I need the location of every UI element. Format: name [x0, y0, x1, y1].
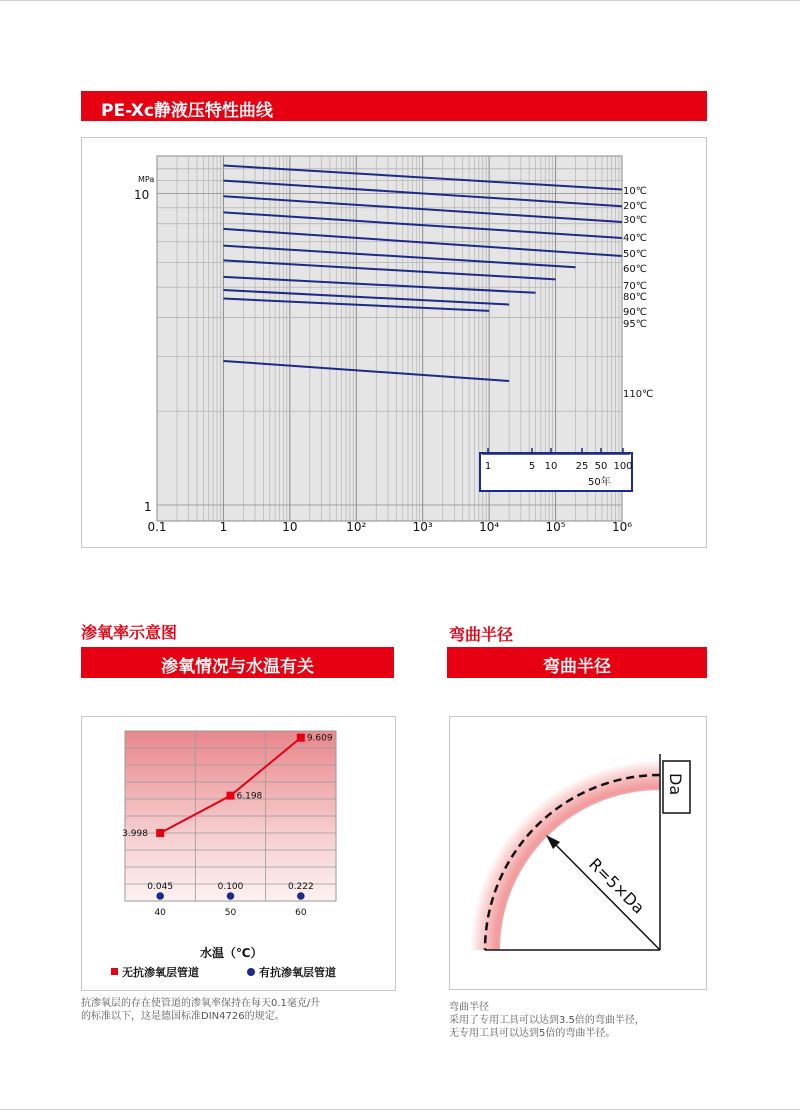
x-tick-label: 10³: [412, 520, 433, 534]
x-tick-label: 1: [219, 520, 228, 534]
inset-tick-label: 50: [594, 461, 608, 472]
data-point-with-barrier: [227, 892, 235, 900]
bend-radius-diagram: [450, 717, 706, 989]
caption-line: 无专用工具可以达到5倍的弯曲半径。: [449, 1028, 616, 1039]
temperature-label: 30℃: [623, 215, 647, 226]
radius-label: R=5×Da: [585, 854, 649, 918]
y-tick-10: 10: [134, 188, 150, 202]
inset-tick-label: 25: [575, 461, 589, 472]
inset-tick-label: 1: [484, 461, 492, 472]
oxygen-chart-frame: [81, 716, 396, 991]
legend-marker-red: [111, 968, 118, 975]
section2-caption: [81, 997, 401, 1023]
bend-diagram-frame: [449, 716, 707, 990]
hydrostatic-chart-frame: [81, 137, 707, 548]
x-tick-label: 10⁵: [545, 520, 566, 534]
x-tick-label: 0.1: [147, 520, 167, 534]
temperature-label: 40℃: [623, 233, 647, 244]
data-label-no-barrier: 3.998: [122, 829, 148, 840]
caption-line: 采用了专用工具可以达到3.5倍的弯曲半径，: [449, 1015, 645, 1026]
x-tick-label: 40: [154, 908, 166, 918]
radius-line: [552, 841, 660, 950]
temperature-label: 20℃: [623, 201, 647, 212]
data-point-no-barrier: [227, 792, 235, 800]
caption-line: 抗渗氧层的存在使管道的渗氧率保持在每天0.1毫克/升: [81, 998, 321, 1009]
legend-marker-blue: [247, 968, 255, 976]
section1-title-bar: [81, 91, 707, 121]
temperature-label: 90℃: [623, 307, 647, 318]
inset-tick-label: 100: [613, 461, 633, 472]
page-bottom-rule: [0, 1109, 800, 1110]
section3-bar-text: 弯曲半径: [543, 657, 611, 677]
temperature-label: 95℃: [623, 319, 647, 330]
legend-label-blue: 有抗渗氧层管道: [259, 966, 336, 979]
oxygen-permeability-chart: [82, 717, 395, 990]
inset-label: 50年: [588, 477, 611, 488]
temperature-labels: [623, 186, 653, 400]
x-tick-label: 10: [282, 520, 298, 534]
y-tick-1: 1: [144, 500, 152, 514]
section3-caption: [449, 1001, 709, 1040]
caption-line: 的标准以下，这是德国标准DIN4726的规定。: [81, 1011, 285, 1022]
data-label-with-barrier: 0.100: [217, 882, 244, 892]
inset-tick-label: 5: [528, 461, 536, 472]
section2-heading: 渗氧率示意图: [81, 623, 178, 642]
page-top-rule: [0, 0, 800, 1]
temperature-label: 50℃: [623, 249, 647, 260]
caption-line: 弯曲半径: [449, 1002, 489, 1013]
section3-heading: 弯曲半径: [449, 625, 514, 644]
x-tick-label: 50: [224, 908, 237, 918]
x-tick-label: 10²: [346, 520, 367, 534]
section3-title-bar: [447, 647, 707, 678]
data-label-no-barrier: 6.198: [236, 791, 263, 802]
diameter-label: Da: [666, 773, 685, 796]
section2-title-bar: [81, 647, 394, 678]
legend-label-red: 无抗渗氧层管道: [122, 966, 199, 979]
temperature-label: 110℃: [623, 389, 654, 400]
temperature-label: 70℃: [623, 281, 647, 292]
x-tick-labels: [147, 520, 632, 534]
y-axis-unit-label: MPa: [138, 175, 155, 184]
section2-bar-text: 渗氧情况与水温有关: [161, 657, 314, 677]
data-label-no-barrier: 9.609: [306, 733, 333, 744]
section1-title: PE-Xc静液压特性曲线: [101, 101, 273, 121]
hydrostatic-chart: [82, 138, 706, 547]
data-point-with-barrier: [156, 892, 164, 900]
x-tick-label: 10⁴: [479, 520, 500, 534]
service-life-inset: [480, 448, 633, 491]
data-label-with-barrier: 0.045: [147, 882, 174, 892]
x-tick-label: 60: [295, 908, 307, 918]
temperature-label: 10℃: [623, 186, 647, 197]
data-point-no-barrier: [297, 734, 305, 742]
temperature-label: 80℃: [623, 292, 647, 303]
data-point-no-barrier: [156, 829, 164, 837]
data-label-with-barrier: 0.222: [287, 882, 314, 892]
inset-tick-label: 10: [544, 461, 558, 472]
x-tick-labels: [154, 908, 306, 918]
x-tick-label: 10⁶: [611, 520, 633, 534]
data-point-with-barrier: [297, 892, 305, 900]
chart-legend: [111, 965, 336, 979]
x-axis-label: 水温（℃）: [200, 946, 263, 960]
temperature-label: 60℃: [623, 264, 647, 275]
